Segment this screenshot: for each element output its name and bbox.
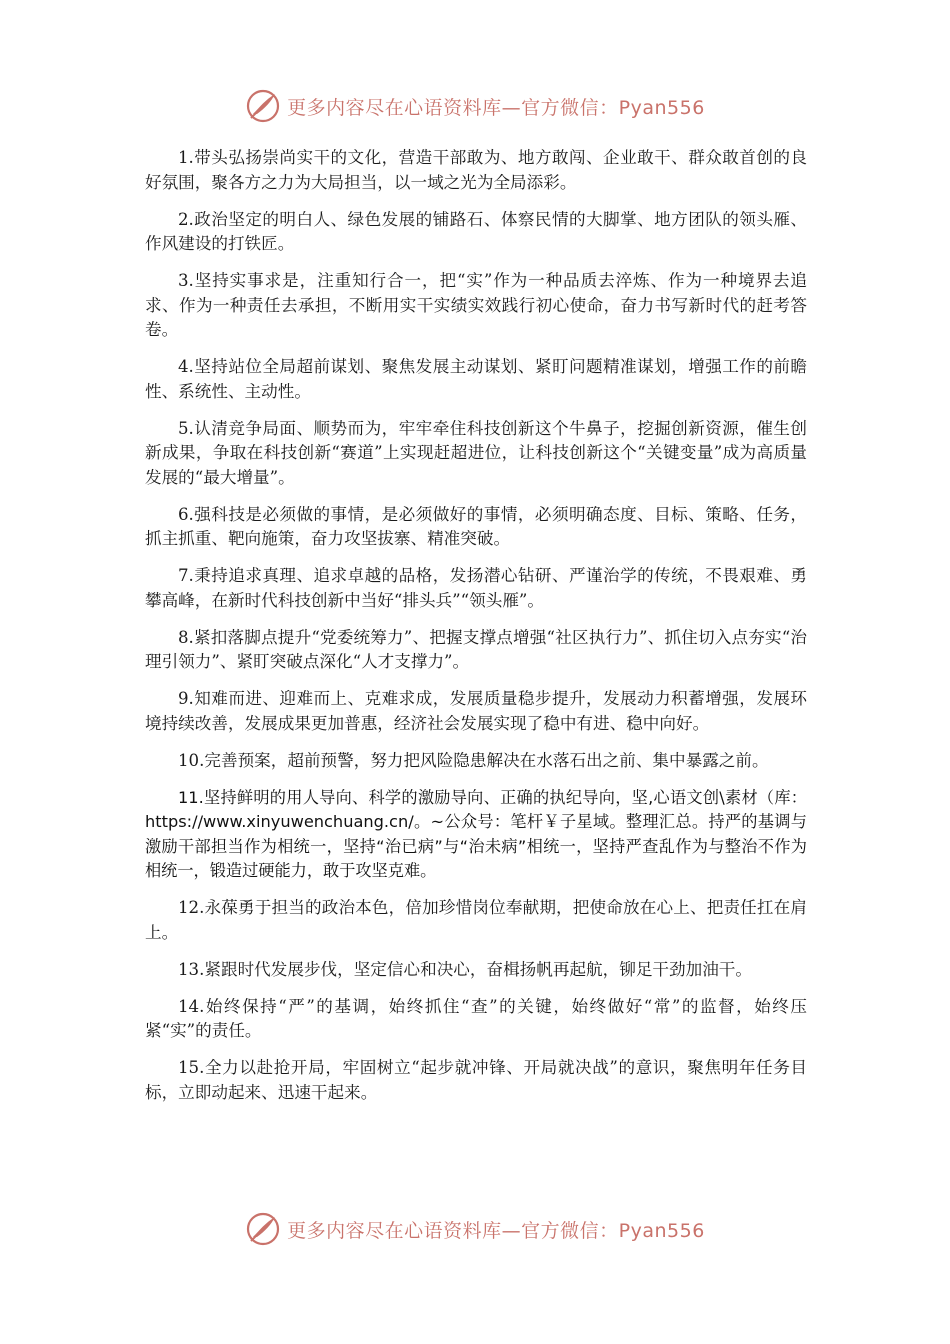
paragraph-1: 1.带头弘扬崇尚实干的文化，营造干部敢为、地方敢闯、企业敢干、群众敢首创的良好氛围，聚各方之力为大局担当，以一域之光为全局添彩。 (145, 148, 807, 192)
footer-banner (0, 1209, 950, 1249)
paragraph-10: 10.完善预案，超前预警，努力把风险隐患解决在水落石出之前、集中暴露之前。 (178, 750, 769, 770)
header-banner-text: 更多内容尽在心语资料库—官方微信：Pyan556 (287, 96, 705, 119)
quill-pen-logo-icon (245, 1211, 281, 1247)
paragraph-3: 3.坚持实事求是，注重知行合一，把“实”作为一种品质去淬炼、作为一种境界去追求、作为一种责任去承担，不断用实干实绩实效践行初心使命，奋力书写新时代的赶考答卷。 (145, 271, 807, 339)
document-body (145, 146, 807, 1118)
paragraph-6: 6.强科技是必须做的事情，是必须做好的事情，必须明确态度、目标、策略、任务，抓主抓重、靶向施策，奋力攻坚拔寨、精准突破。 (145, 504, 807, 548)
paragraph-14: 14.始终保持“严”的基调，始终抓住“查”的关键，始终做好“常”的监督，始终压紧“实”的责任。 (145, 996, 807, 1040)
paragraph-11: 11.坚持鲜明的用人导向、科学的激励导向、正确的执纪导向，坚,心语文创\素材（库：https://www.xinyuwenchuang.cn/。~公众号：笔杆￥子星域。整理汇总。持严的基调与激励干部担当作为相统一，坚持“治已病”与“治未病”相统一，坚持严查乱作为与整治不作为相统一，锻造过硬能力，敢于攻坚克难。 (145, 787, 807, 880)
quill-pen-logo-icon (245, 88, 281, 124)
paragraph-9: 9.知难而进、迎难而上、克难求成，发展质量稳步提升，发展动力积蓄增强，发展环境持续改善，发展成果更加普惠，经济社会发展实现了稳中有进、稳中向好。 (145, 689, 807, 733)
paragraph-4: 4.坚持站位全局超前谋划、聚焦发展主动谋划、紧盯问题精准谋划，增强工作的前瞻性、系统性、主动性。 (145, 357, 807, 401)
paragraph-8: 8.紧扣落脚点提升“党委统筹力”、把握支撑点增强“社区执行力”、抓住切入点夯实“治理引领力”、紧盯突破点深化“人才支撑力”。 (145, 627, 807, 671)
paragraph-2: 2.政治坚定的明白人、绿色发展的铺路石、体察民情的大脚掌、地方团队的领头雁、作风建设的打铁匠。 (145, 209, 807, 253)
footer-banner-text: 更多内容尽在心语资料库—官方微信：Pyan556 (287, 1219, 705, 1242)
paragraph-7: 7.秉持追求真理、追求卓越的品格，发扬潜心钻研、严谨治学的传统，不畏艰难、勇攀高峰，在新时代科技创新中当好“排头兵”“领头雁”。 (145, 566, 807, 610)
paragraph-12: 12.永葆勇于担当的政治本色，倍加珍惜岗位奉献期，把使命放在心上、把责任扛在肩上。 (145, 898, 807, 942)
paragraph-13: 13.紧跟时代发展步伐，坚定信心和决心，奋楫扬帆再起航，铆足干劲加油干。 (178, 959, 752, 979)
header-banner (0, 86, 950, 126)
paragraph-15: 15.全力以赴抢开局，牢固树立“起步就冲锋、开局就决战”的意识，聚焦明年任务目标，立即动起来、迅速干起来。 (145, 1058, 807, 1102)
paragraph-5: 5.认清竞争局面、顺势而为，牢牢牵住科技创新这个牛鼻子，挖掘创新资源，催生创新成果，争取在科技创新“赛道”上实现赶超进位，让科技创新这个“关键变量”成为高质量发展的“最大增量”。 (145, 418, 807, 487)
